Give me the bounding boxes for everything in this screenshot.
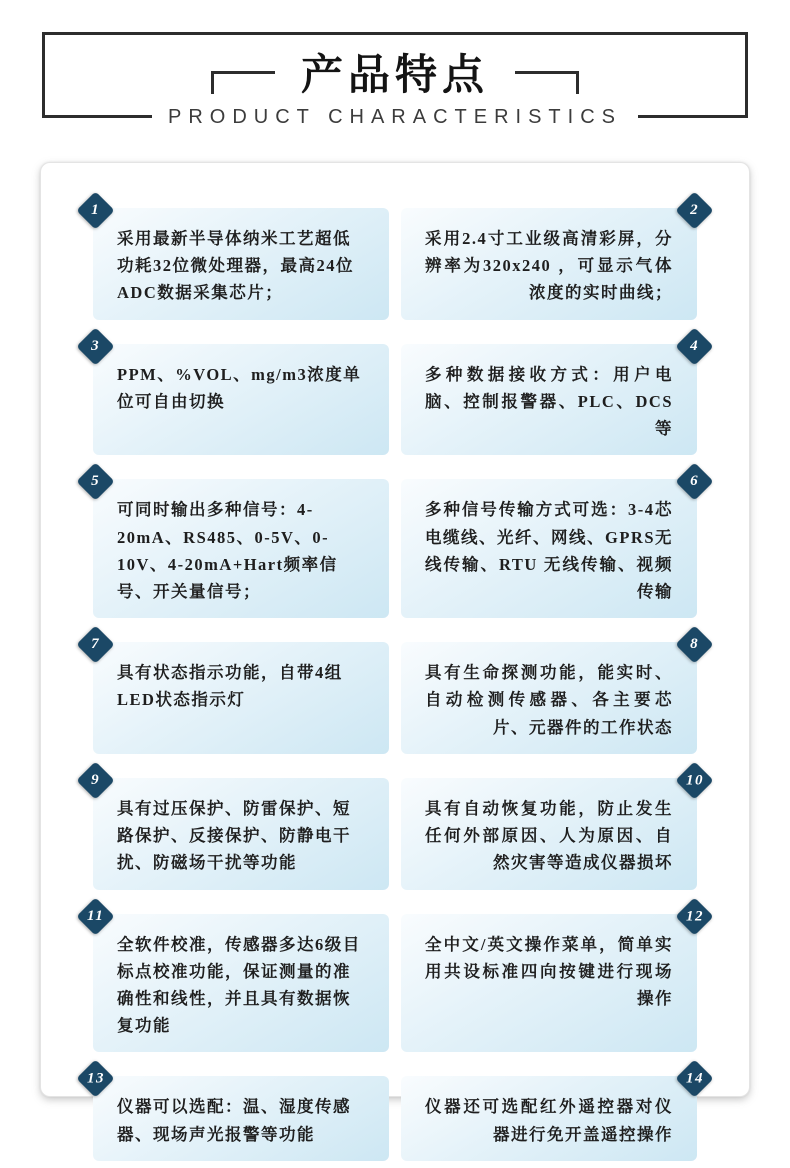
- feature-number-badge: [76, 327, 114, 365]
- feature-number-badge: [675, 191, 713, 229]
- feature-number: 9: [91, 771, 100, 788]
- feature-number: 5: [91, 473, 100, 490]
- feature-item-8: [401, 636, 699, 754]
- feature-number-badge: [76, 626, 114, 664]
- feature-number: 11: [86, 907, 105, 924]
- feature-number: 3: [91, 337, 100, 354]
- page-subtitle: PRODUCT CHARACTERISTICS: [152, 106, 638, 129]
- feature-number-badge: [76, 463, 114, 501]
- feature-item-14: [401, 1070, 704, 1160]
- features-panel: [40, 162, 750, 1144]
- feature-number-badge: [76, 191, 114, 229]
- corner-bracket-right-icon: [515, 71, 579, 94]
- feature-item-5: [91, 473, 389, 618]
- feature-number-badge: [675, 327, 713, 365]
- feature-number: 8: [690, 636, 699, 653]
- feature-number: 1: [91, 202, 100, 219]
- feature-text: PPM、%VOL、mg/m3浓度单位可自由切换: [117, 364, 362, 411]
- feature-text: 仪器还可选配红外遥控器对仪器进行免开盖遥控操作: [425, 1097, 673, 1144]
- feature-number: 13: [86, 1070, 105, 1087]
- feature-text: 具有生命探测功能，能实时、自动检测传感器、各主要芯片、元器件的工作状态: [425, 663, 673, 737]
- feature-item-3: [91, 337, 389, 456]
- feature-number: 4: [690, 337, 699, 354]
- feature-text: 具有自动恢复功能，防止发生任何外部原因、人为原因、自然灾害等造成仪器损坏: [425, 798, 673, 873]
- feature-item-2: [401, 202, 699, 320]
- feature-item-6: [401, 473, 699, 618]
- page-title: 产品特点: [300, 51, 489, 98]
- feature-number-badge: [675, 1060, 713, 1098]
- feature-item-4: [401, 337, 699, 456]
- feature-item-11: [86, 907, 389, 1053]
- feature-text: 具有过压保护、防雷保护、短路保护、反接保护、防静电干扰、防磁场干扰等功能: [117, 798, 351, 873]
- feature-number-badge: [675, 463, 713, 501]
- corner-bracket-left-icon: [211, 71, 275, 94]
- feature-number: 6: [690, 473, 699, 490]
- feature-text: 全软件校准，传感器多达6级目标点校准功能，保证测量的准确性和线性，并且具有数据恢复功能: [117, 934, 361, 1036]
- feature-number: 7: [91, 636, 100, 653]
- feature-text: 可同时输出多种信号：4-20mA、RS485、0-5V、0-10V、4-20mA+Hart频率信号、开关量信号；: [117, 500, 338, 601]
- feature-text: 仪器可以选配：温、湿度传感器、现场声光报警等功能: [117, 1097, 351, 1144]
- feature-number: 2: [690, 202, 699, 219]
- feature-text: 采用最新半导体纳米工艺超低功耗32位微处理器，最高24位ADC数据采集芯片；: [117, 229, 354, 303]
- feature-item-7: [91, 636, 389, 754]
- feature-text: 多种信号传输方式可选：3-4芯电缆线、光纤、网线、GPRS无线传输、RTU 无线传输、视频传输: [425, 500, 674, 601]
- feature-item-12: [401, 907, 704, 1053]
- feature-text: 多种数据接收方式：用户电脑、控制报警器、PLC、DCS等: [425, 364, 673, 439]
- feature-text: 全中文/英文操作菜单，简单实用共设标准四向按键进行现场操作: [425, 934, 673, 1008]
- header-panel: [42, 32, 748, 128]
- features-grid: [86, 202, 704, 1161]
- feature-text: 采用2.4寸工业级高清彩屏，分辨率为320x240 ，可显示气体浓度的实时曲线；: [425, 229, 673, 303]
- feature-number-badge: [76, 1060, 114, 1098]
- feature-item-13: [86, 1070, 389, 1160]
- feature-item-10: [401, 771, 704, 890]
- feature-number-badge: [675, 897, 713, 935]
- feature-number: 12: [685, 907, 704, 924]
- feature-number-badge: [675, 626, 713, 664]
- feature-number-badge: [76, 761, 114, 799]
- feature-number: 10: [685, 771, 704, 788]
- feature-number-badge: [675, 761, 713, 799]
- feature-number-badge: [76, 897, 114, 935]
- feature-item-1: [91, 202, 389, 320]
- feature-item-9: [91, 771, 389, 890]
- feature-number: 14: [685, 1070, 704, 1087]
- feature-text: 具有状态指示功能，自带4组LED状态指示灯: [117, 663, 343, 710]
